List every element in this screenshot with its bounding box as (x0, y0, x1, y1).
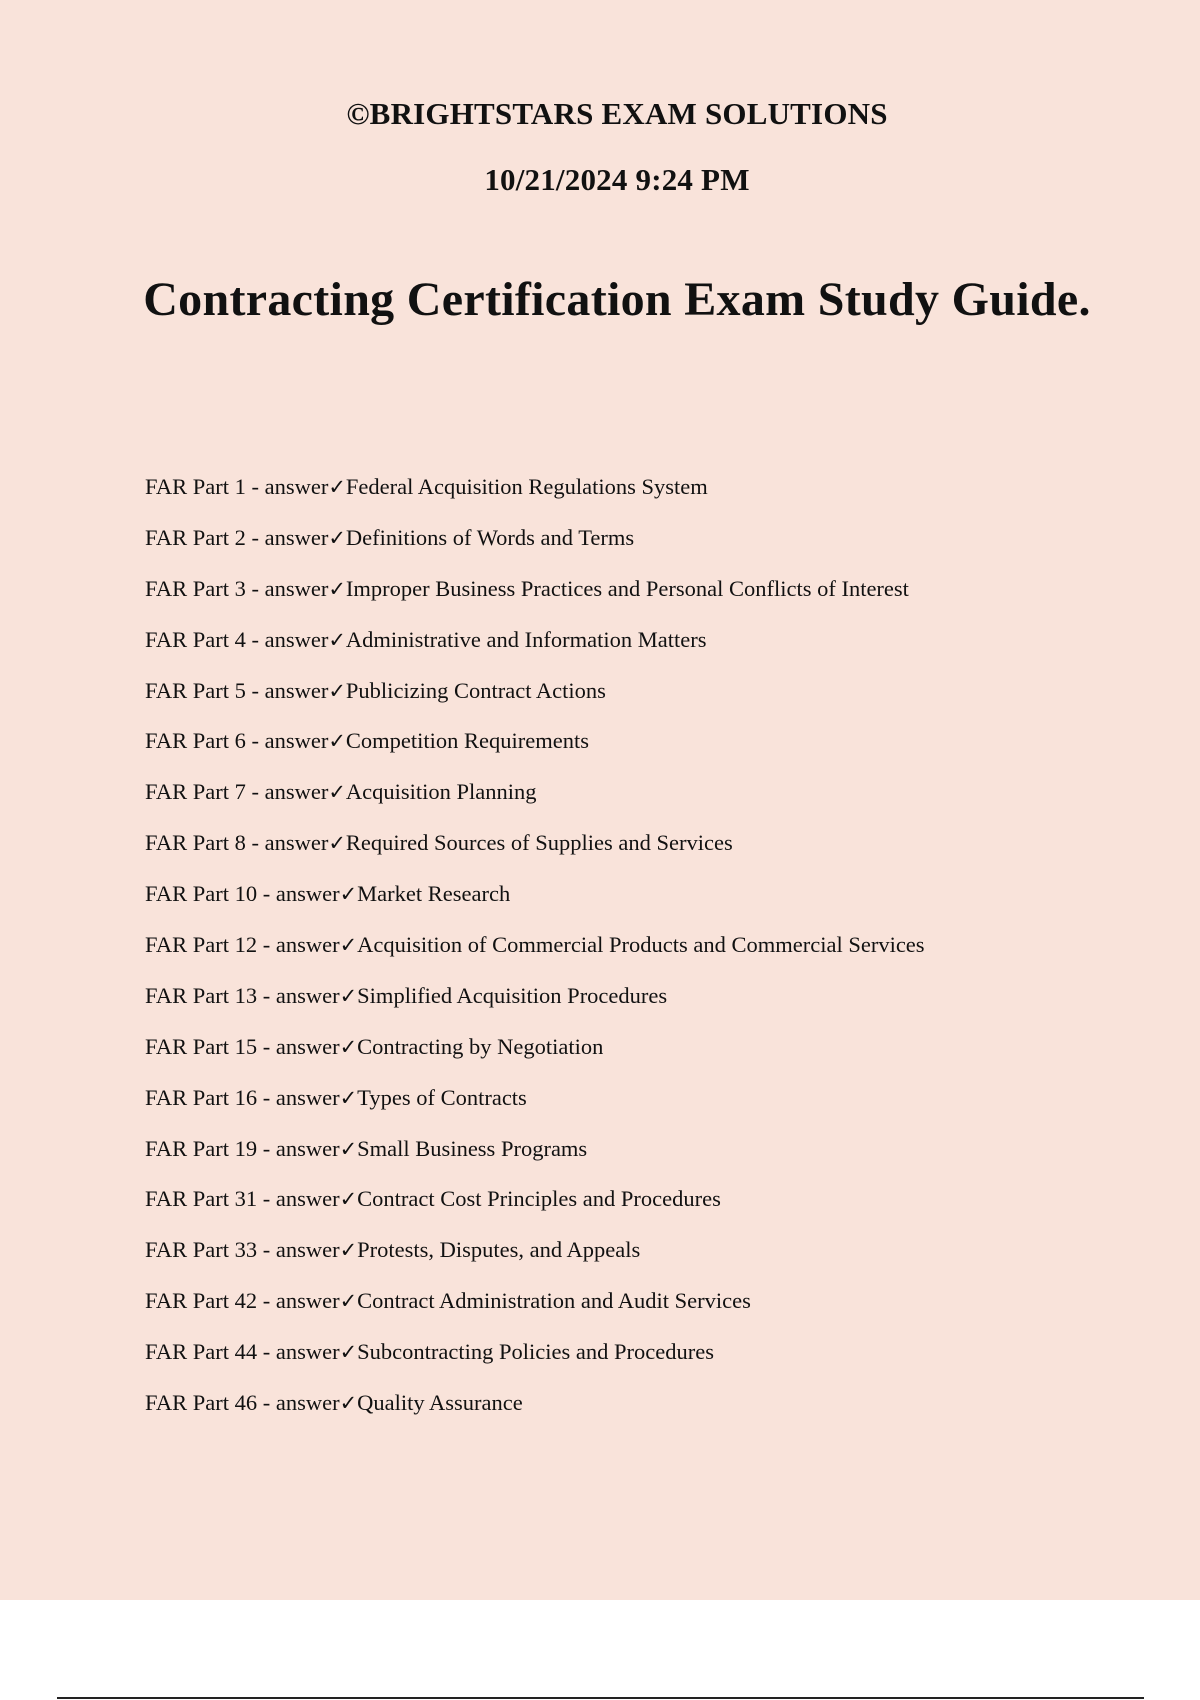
qa-answer: Simplified Acquisition Procedures (357, 982, 668, 1008)
qa-list (145, 472, 925, 1439)
qa-question: FAR Part 15 - answer (145, 1033, 340, 1059)
qa-answer: Acquisition of Commercial Products and Commercial Services (357, 932, 925, 958)
qa-item (145, 1235, 925, 1286)
qa-question: FAR Part 12 - answer (145, 932, 340, 958)
qa-question: FAR Part 33 - answer (145, 1237, 340, 1263)
qa-answer: Contracting by Negotiation (357, 1033, 604, 1059)
qa-item (145, 981, 925, 1032)
qa-answer: Required Sources of Supplies and Services (345, 830, 733, 856)
qa-question: FAR Part 13 - answer (145, 982, 340, 1008)
qa-answer: Contract Cost Principles and Procedures (357, 1186, 721, 1212)
qa-answer: Publicizing Contract Actions (345, 677, 606, 703)
qa-question: FAR Part 10 - answer (145, 881, 340, 907)
qa-question: FAR Part 4 - answer (145, 626, 329, 652)
footer-divider (57, 1697, 1144, 1699)
qa-item (145, 1083, 925, 1134)
qa-answer: Protests, Disputes, and Appeals (357, 1237, 641, 1263)
qa-answer: Market Research (357, 881, 511, 907)
qa-item (145, 1388, 925, 1439)
header-organization: ©BRIGHTSTARS EXAM SOLUTIONS (346, 96, 888, 131)
checkmark-icon: ✓ (328, 780, 346, 805)
qa-answer: Subcontracting Policies and Procedures (357, 1339, 714, 1365)
qa-question: FAR Part 16 - answer (145, 1084, 340, 1110)
qa-answer: Acquisition Planning (345, 779, 537, 805)
checkmark-icon: ✓ (339, 983, 358, 1008)
checkmark-icon: ✓ (328, 475, 346, 499)
qa-question: FAR Part 44 - answer (145, 1339, 340, 1365)
qa-question: FAR Part 7 - answer (145, 779, 329, 805)
checkmark-icon: ✓ (339, 1391, 358, 1416)
qa-item (145, 1134, 925, 1185)
qa-question: FAR Part 2 - answer (145, 524, 329, 550)
checkmark-icon: ✓ (339, 1034, 358, 1059)
qa-question: FAR Part 42 - answer (145, 1288, 340, 1314)
checkmark-icon: ✓ (339, 882, 358, 907)
qa-answer: Quality Assurance (357, 1390, 523, 1416)
checkmark-icon: ✓ (339, 1340, 358, 1365)
qa-answer: Competition Requirements (345, 728, 590, 754)
qa-question: FAR Part 6 - answer (145, 728, 329, 754)
qa-question: FAR Part 1 - answer (145, 474, 329, 499)
checkmark-icon: ✓ (339, 1289, 358, 1314)
qa-item (145, 676, 925, 727)
checkmark-icon: ✓ (339, 1187, 358, 1212)
qa-answer: Types of Contracts (357, 1084, 527, 1110)
checkmark-icon: ✓ (339, 1136, 358, 1161)
qa-item (145, 472, 925, 523)
checkmark-icon: ✓ (328, 525, 346, 550)
qa-question: FAR Part 46 - answer (145, 1390, 340, 1416)
qa-question: FAR Part 3 - answer (145, 575, 329, 601)
qa-item (145, 1286, 925, 1337)
qa-item (145, 828, 925, 879)
qa-answer: Federal Acquisition Regulations System (345, 474, 708, 499)
qa-item (145, 574, 925, 625)
qa-item (145, 1032, 925, 1083)
qa-item (145, 1184, 925, 1235)
qa-item (145, 726, 925, 777)
qa-item (145, 879, 925, 930)
qa-question: FAR Part 31 - answer (145, 1186, 340, 1212)
checkmark-icon: ✓ (339, 933, 358, 958)
qa-answer: Contract Administration and Audit Services (357, 1288, 751, 1314)
checkmark-icon: ✓ (328, 576, 346, 601)
document-title: Contracting Certification Exam Study Guide. (143, 273, 1091, 326)
header-datetime: 10/21/2024 9:24 PM (484, 162, 750, 197)
checkmark-icon: ✓ (328, 627, 346, 652)
qa-item (145, 930, 925, 981)
qa-answer: Small Business Programs (357, 1135, 588, 1161)
checkmark-icon: ✓ (339, 1238, 358, 1263)
qa-item (145, 625, 925, 676)
checkmark-icon: ✓ (339, 1085, 358, 1110)
qa-item (145, 1337, 925, 1388)
qa-question: FAR Part 5 - answer (145, 677, 329, 703)
qa-question: FAR Part 8 - answer (145, 830, 329, 856)
qa-answer: Definitions of Words and Terms (345, 524, 635, 550)
qa-answer: Improper Business Practices and Personal Conflicts of Interest (345, 575, 909, 601)
checkmark-icon: ✓ (328, 678, 346, 703)
qa-item (145, 523, 925, 574)
checkmark-icon: ✓ (328, 729, 346, 754)
checkmark-icon: ✓ (328, 831, 346, 856)
qa-item (145, 777, 925, 828)
qa-question: FAR Part 19 - answer (145, 1135, 340, 1161)
qa-answer: Administrative and Information Matters (345, 626, 707, 652)
